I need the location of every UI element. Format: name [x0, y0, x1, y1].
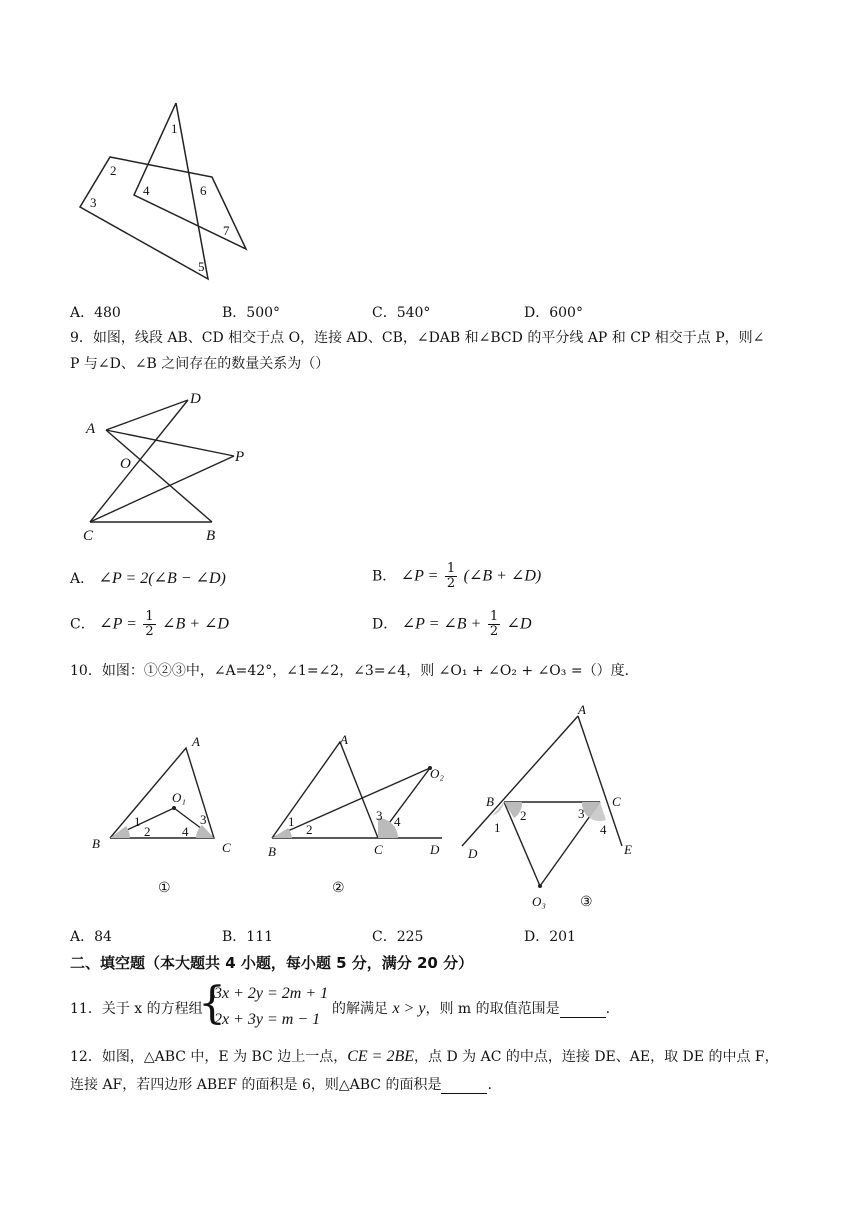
q10-option-a[interactable]: A．84: [70, 929, 112, 945]
q10-f2-label-d: D: [430, 842, 440, 857]
q10-figure-3: [456, 700, 656, 912]
q10-f3-label-c: C: [612, 794, 621, 809]
q10-f2-caption: ②: [332, 881, 345, 896]
q10-f1-label-4: 4: [182, 824, 189, 839]
q11-tail: [332, 998, 610, 1018]
q9-option-d-lhs: ∠P = ∠B +: [401, 615, 482, 633]
q8-option-b[interactable]: B．500°: [222, 305, 281, 321]
q9-option-a-expr: ∠P = 2(∠B − ∠D): [98, 570, 226, 587]
q9-label-b: B: [206, 528, 216, 544]
q9-option-d-fraction: $\frac{1}{2}$: [489, 609, 499, 639]
q9-option-b[interactable]: [372, 562, 541, 591]
q9-option-d-rhs: ∠D: [506, 615, 532, 633]
q11-end: .: [605, 1001, 611, 1017]
q10-f3-label-2: 2: [520, 808, 527, 823]
q10-f1-label-b: B: [92, 836, 100, 851]
q9-figure: [78, 386, 268, 546]
q10-f2-label-a: A: [340, 732, 348, 747]
q10-f1-label-2: 2: [144, 824, 151, 839]
q10-option-c[interactable]: C．225: [372, 929, 424, 945]
q10-f2-label-o2: O₂: [430, 766, 444, 781]
q9-option-a-prefix: A．: [70, 571, 95, 587]
q9-option-a[interactable]: [70, 568, 226, 588]
q10-f3-label-1: 1: [494, 820, 501, 835]
q10-f3-label-e: E: [624, 842, 632, 857]
q11-condition: x > y: [392, 1000, 426, 1017]
q10-f1-label-o1: O₁: [172, 790, 186, 805]
q8-label-6: 6: [200, 183, 207, 198]
q11-suffix-1: 的解满足: [332, 1001, 388, 1017]
q11-prefix: 11．关于 x 的方程组: [70, 1001, 203, 1017]
q9-option-c-prefix: C．: [70, 616, 95, 633]
q9-option-b-fraction: $\frac{1}{2}$: [446, 561, 456, 591]
q9-label-p: P: [235, 449, 245, 465]
q8-option-a[interactable]: A．480: [70, 305, 121, 321]
q12-end: .: [487, 1077, 492, 1093]
q10-figure-2: [262, 728, 462, 898]
q10-figure-1: [86, 728, 246, 898]
q12-line-1a: 12．如图，△ABC 中，E 为 BC 边上一点，: [70, 1049, 348, 1065]
q9-option-d-prefix: D．: [372, 616, 398, 633]
q11-equation-2: 2x + 3y = m − 1: [214, 1011, 321, 1028]
section-2-title: 二、填空题（本大题共 4 小题，每小题 5 分，满分 20 分）: [70, 954, 474, 972]
q11-brace: {: [198, 978, 226, 1029]
q9-option-b-prefix: B．: [372, 568, 397, 585]
q10-f3-label-a: A: [578, 702, 586, 717]
q8-label-5: 5: [198, 259, 205, 274]
q8-label-4: 4: [143, 183, 150, 198]
q10-f1-label-c: C: [222, 840, 231, 855]
q12-line-2: [70, 1074, 492, 1094]
q8-label-1: 1: [171, 121, 178, 136]
q9-option-d[interactable]: [372, 610, 532, 639]
q12-answer-blank[interactable]: [441, 1079, 487, 1094]
q8-option-d[interactable]: D．600°: [524, 305, 583, 321]
q9-label-c: C: [83, 528, 94, 544]
q10-f2-label-4: 4: [394, 814, 401, 829]
q10-question: 10．如图：①②③中，∠A=42°，∠1=∠2，∠3=∠4，则 ∠O₁ + ∠O₂ + ∠O₃ =（）度.: [70, 663, 630, 679]
q10-option-b[interactable]: B．111: [222, 929, 274, 945]
q12-condition: CE = 2BE: [347, 1048, 415, 1065]
q9-option-b-lhs: ∠P =: [400, 567, 439, 585]
q10-f2-label-c: C: [374, 842, 383, 857]
q9-question-line1: 9．如图，线段 AB、CD 相交于点 O，连接 AD、CB，∠DAB 和∠BCD 的平分线 AP 和 CP 相交于点 P，则∠: [70, 330, 765, 346]
q12-line-2-text: 连接 AF，若四边形 ABEF 的面积是 6，则△ABC 的面积是: [70, 1077, 442, 1093]
q8-label-3: 3: [90, 195, 97, 210]
q8-label-2: 2: [110, 163, 117, 178]
q9-label-a: A: [86, 421, 96, 437]
q10-f3-label-d: D: [468, 846, 478, 861]
q10-f3-label-4: 4: [600, 822, 607, 837]
q10-f2-label-3: 3: [376, 808, 383, 823]
q10-f1-caption: ①: [158, 881, 171, 896]
q10-f3-label-3: 3: [578, 806, 585, 821]
q8-option-c[interactable]: C．540°: [372, 305, 431, 321]
q11-equation-1: 3x + 2y = 2m + 1: [214, 985, 329, 1002]
q10-f3-caption: ③: [580, 895, 593, 910]
q10-f1-label-3: 3: [200, 812, 207, 827]
q10-f3-label-b: B: [486, 794, 494, 809]
q10-f2-label-2: 2: [306, 822, 313, 837]
q10-f1-label-a: A: [192, 734, 200, 749]
q8-figure: [70, 95, 260, 285]
q9-option-c-lhs: ∠P =: [99, 615, 137, 633]
q10-f2-label-b: B: [268, 844, 276, 859]
q12-line-1: [70, 1046, 779, 1066]
q11-suffix-2: ，则 m 的取值范围是: [425, 1001, 560, 1017]
q10-f3-label-o3: O₃: [532, 894, 546, 909]
q8-label-7: 7: [223, 223, 230, 238]
q11-answer-blank[interactable]: [560, 1003, 606, 1018]
q9-option-c[interactable]: [70, 610, 229, 639]
q9-option-c-rhs: ∠B + ∠D: [162, 615, 229, 633]
q9-option-c-fraction: $\frac{1}{2}$: [145, 609, 154, 639]
q9-question-line2: P 与∠D、∠B 之间存在的数量关系为（）: [70, 356, 330, 372]
q9-label-d: D: [190, 391, 201, 407]
q9-label-o: O: [120, 456, 131, 472]
q10-f1-label-1: 1: [134, 814, 141, 829]
q12-line-1b: ，点 D 为 AC 的中点，连接 DE、AE，取 DE 的中点 F，: [414, 1049, 779, 1065]
q9-option-b-rhs: (∠B + ∠D): [463, 567, 542, 585]
q10-option-d[interactable]: D．201: [524, 929, 576, 945]
q10-f2-label-1: 1: [288, 814, 295, 829]
